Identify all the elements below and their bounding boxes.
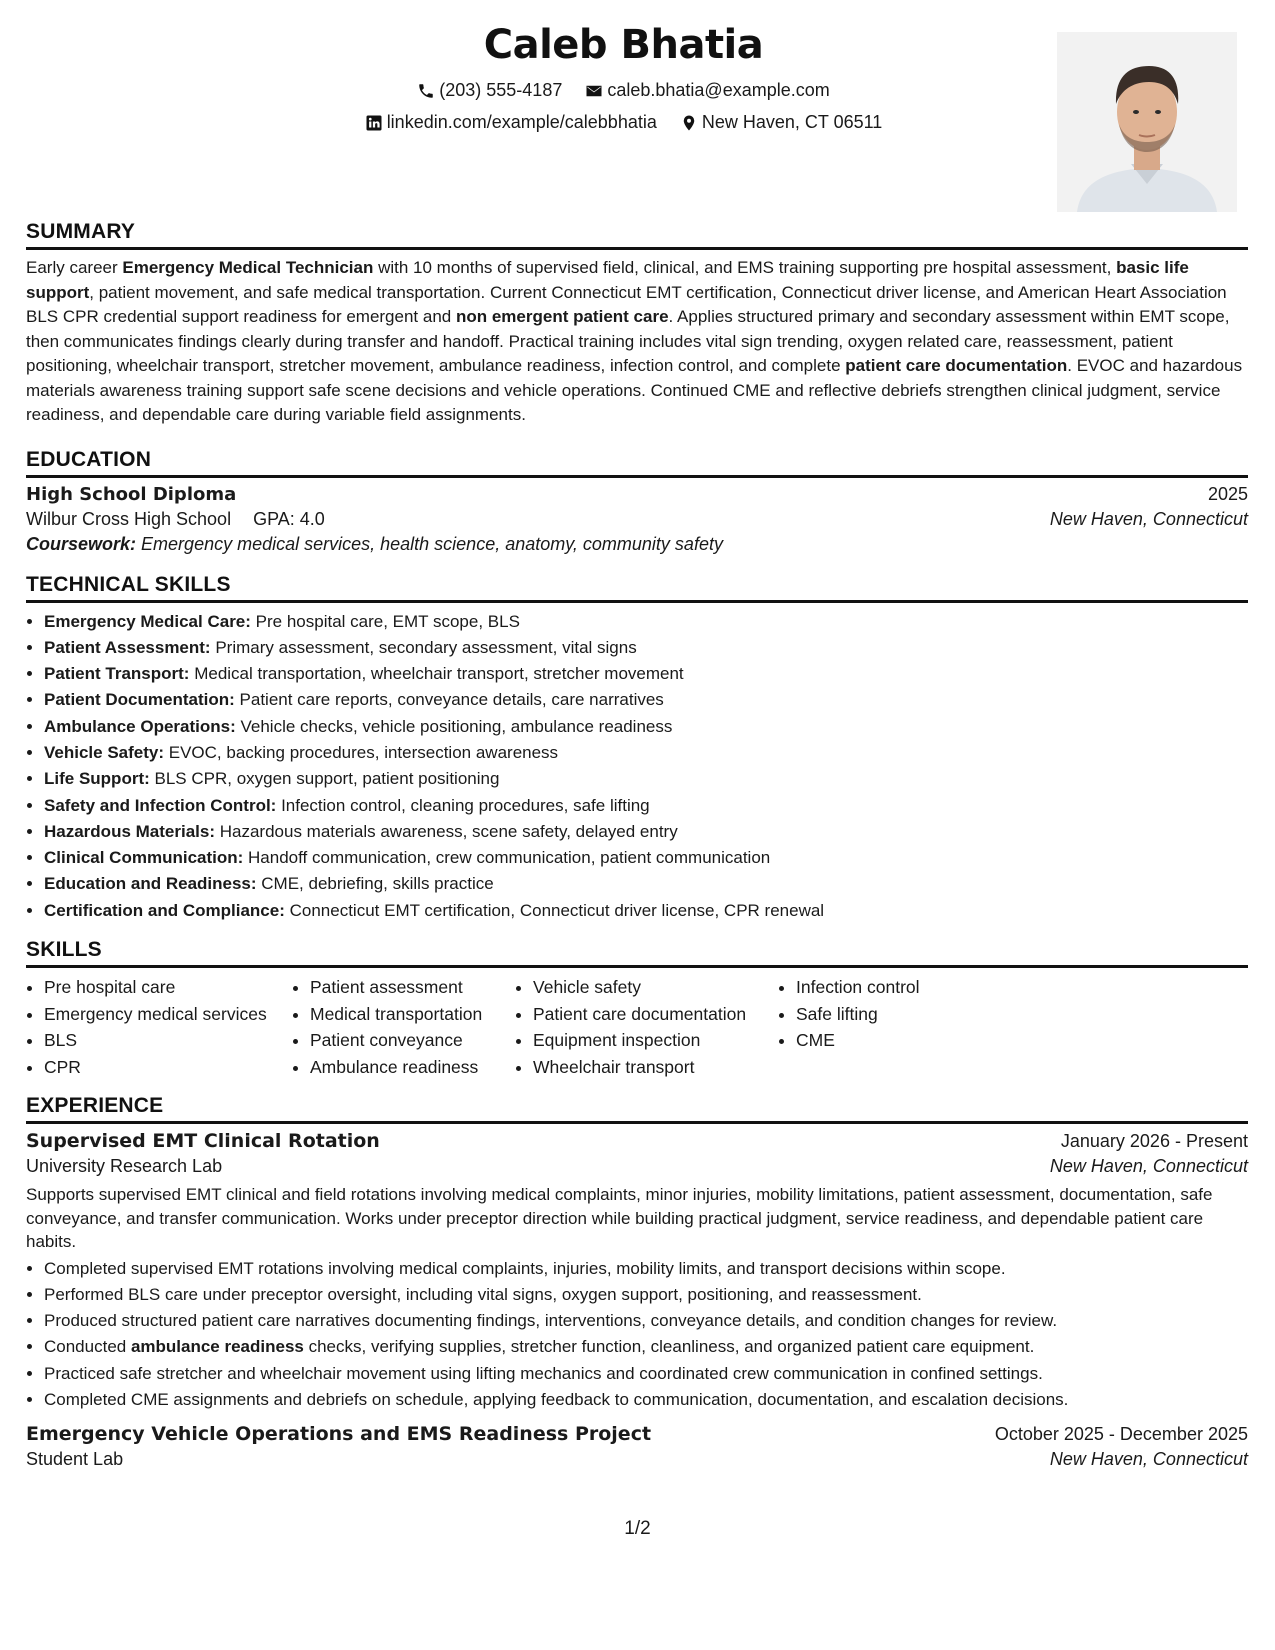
school-name: Wilbur Cross High School [26,508,232,529]
bullet-text: Conducted [44,1337,131,1357]
contact-row-2 [26,112,1221,137]
skill-item: • Infection control [796,974,1018,1001]
job-bullet [44,1361,1248,1387]
summary-heading: SUMMARY [26,220,1248,250]
envelope-icon [585,82,603,100]
job-entry [26,1130,1248,1413]
email-contact[interactable] [585,80,829,101]
page-number: 1/2 [624,1518,651,1539]
education-heading: EDUCATION [26,448,1248,478]
linkedin-icon [365,114,383,132]
skills-heading: SKILLS [26,938,1248,968]
technical-skill-item [44,740,1248,766]
skill-category: Safety and Infection Control: [44,795,277,815]
skill-item: • Pre hospital care [44,974,292,1001]
technical-skill-item [44,819,1248,845]
education-row-1 [26,484,1248,505]
job-bullet [44,1256,1248,1282]
skill-category: Patient Assessment: [44,637,211,657]
graduation-year: 2025 [1207,483,1248,504]
skill-category: Emergency Medical Care: [44,611,251,631]
skill-item: • Patient conveyance [310,1027,515,1054]
school-location: New Haven, Connecticut [1049,508,1248,529]
skill-category: Ambulance Operations: [44,716,236,736]
technical-skill-item [44,609,1248,635]
job-org-row [26,1156,1248,1177]
skill-item: • Wheelchair transport [533,1054,778,1081]
job-title: Supervised EMT Clinical Rotation [26,1130,380,1153]
linkedin-contact[interactable] [365,112,657,133]
skill-item: • Medical transportation [310,1001,515,1028]
job-bullet [44,1282,1248,1308]
skill-category: Certification and Compliance: [44,900,285,920]
skill-category: Patient Documentation: [44,690,235,710]
summary-emphasis: patient care documentation [845,356,1068,375]
phone-contact [417,80,562,101]
skills-column [778,974,1018,1080]
school-line [26,509,325,530]
education-row-2 [26,509,1248,530]
coursework-label: Coursework: [26,533,137,554]
skill-category: Clinical Communication: [44,848,244,868]
skills-column [515,974,778,1080]
skill-category: Life Support: [44,769,150,789]
education-section [26,448,1248,555]
bullet-text: Performed BLS care under preceptor oversight, including vital signs, oxygen support, positioning, and reassessment. [44,1284,922,1304]
skill-details: Handoff communication, crew communication, patient communication [248,848,771,868]
skill-details: Medical transportation, wheelchair transport, stretcher movement [194,664,684,684]
location-text: New Haven, CT 06511 [701,112,883,132]
job-header-row [26,1130,1248,1152]
skill-item: • Equipment inspection [533,1027,778,1054]
experience-heading: EXPERIENCE [26,1094,1248,1124]
summary-fragment: with 10 months of supervised field, clinical, and EMS training supporting pre hospital assessment, [373,258,1117,277]
skill-category: Patient Transport: [44,664,190,684]
job-entry [26,1423,1248,1470]
skill-item: • Patient care documentation [533,1001,778,1028]
technical-skill-item [44,766,1248,792]
skill-details: BLS CPR, oxygen support, patient positioning [154,769,500,789]
technical-skill-item [44,635,1248,661]
job-location: New Haven, Connecticut [1049,1156,1248,1177]
skill-item: • CME [796,1027,1018,1054]
skills-column [292,974,515,1080]
skill-category: Education and Readiness: [44,874,257,894]
skill-details: Primary assessment, secondary assessment, vital signs [215,637,637,657]
resume-page [26,0,1248,1650]
summary-emphasis: non emergent patient care [455,307,669,326]
skill-details: Connecticut EMT certification, Connecticut driver license, CPR renewal [289,900,825,920]
bullet-text: Practiced safe stretcher and wheelchair movement using lifting mechanics and coordinated crew communication in confined settings. [44,1363,1043,1383]
job-header-row [26,1423,1248,1445]
skill-item: • Vehicle safety [533,974,778,1001]
skill-item: • Patient assessment [310,974,515,1001]
skill-details: Hazardous materials awareness, scene safety, delayed entry [219,821,678,841]
summary-fragment: , patient movement, and safe medical transportation. Current Connecticut EMT certification, Connecticut driver license, and American Heart Association BLS CPR credential support readiness for emergent and [26,282,1227,326]
location-contact [680,112,882,133]
job-bullets [26,1256,1248,1414]
job-dates: October 2025 - December 2025 [994,1424,1248,1445]
candidate-name: Caleb Bhatia [483,22,764,68]
technical-skill-item [44,898,1248,924]
summary-fragment: Early career [26,258,123,277]
job-dates: January 2026 - Present [1060,1131,1248,1152]
experience-section [26,1094,1248,1470]
summary-fragment: . EVOC and hazardous materials awareness training support safe scene decisions and vehicle operations. Continued CME and reflective debriefs strengthen clinical judgment, service readiness, and dependable care during variable field assignments. [26,356,1243,424]
phone-icon [417,82,435,100]
skills-section [26,938,1248,1080]
skills-grid [26,974,1248,1080]
job-organization: University Research Lab [26,1156,223,1177]
summary-emphasis: Emergency Medical Technician [122,258,374,277]
bullet-text: Completed CME assignments and debriefs on schedule, applying feedback to communication, documentation, and escalation decisions. [44,1390,1069,1410]
technical-skill-item [44,845,1248,871]
technical-skill-item [44,714,1248,740]
technical-skill-item [44,661,1248,687]
resume-header [26,0,1248,220]
map-pin-icon [680,114,698,132]
skill-details: CME, debriefing, skills practice [261,874,494,894]
bullet-text: Produced structured patient care narratives documenting findings, interventions, conveyance details, and condition changes for review. [44,1311,1058,1331]
skill-category: Vehicle Safety: [44,742,165,762]
skill-item: • CPR [44,1054,292,1081]
summary-fragment: . Applies structured primary and secondary assessment within EMT scope, then communicates findings clearly during transfer and handoff. Practical training includes vital sign trending, oxygen related care, reassessment, patient positioning, wheelchair transport, stretcher movement, ambulance readiness, infection control, and complete [26,307,1230,375]
skill-item: • Safe lifting [796,1001,1018,1028]
technical-skills-heading: TECHNICAL SKILLS [26,573,1248,603]
job-title: Emergency Vehicle Operations and EMS Readiness Project [26,1423,652,1446]
email-text: caleb.bhatia@example.com [607,80,830,100]
degree: High School Diploma [26,483,237,505]
skills-column [26,974,292,1080]
technical-skill-item [44,687,1248,713]
skill-item: • Ambulance readiness [310,1054,515,1081]
summary-section [26,220,1248,428]
job-bullet [44,1334,1248,1360]
skill-details: EVOC, backing procedures, intersection awareness [168,742,559,762]
skill-item: • BLS [44,1027,292,1054]
skill-details: Vehicle checks, vehicle positioning, ambulance readiness [240,716,673,736]
bullet-text: Completed supervised EMT rotations involving medical complaints, injuries, mobility limits, and transport decisions within scope. [44,1258,1006,1278]
job-org-row [26,1449,1248,1470]
portrait-illustration [1057,32,1237,212]
gpa: GPA: 4.0 [253,508,325,529]
technical-skills-section [26,573,1248,925]
technical-skill-item [44,871,1248,897]
skill-category: Hazardous Materials: [44,821,215,841]
linkedin-text: linkedin.com/example/calebbhatia [386,112,657,132]
summary-emphasis: basic life support [26,258,1189,302]
contact-row-1 [26,80,1221,105]
job-bullet [44,1308,1248,1334]
skill-item: • Emergency medical services [44,1001,292,1028]
job-bullet [44,1387,1248,1413]
coursework-text: Emergency medical services, health science, anatomy, community safety [141,533,723,554]
job-organization: Student Lab [26,1449,124,1470]
job-location: New Haven, Connecticut [1049,1449,1248,1470]
skill-details: Infection control, cleaning procedures, safe lifting [281,795,650,815]
technical-skill-item [44,793,1248,819]
summary-text [26,256,1248,428]
job-description: Supports supervised EMT clinical and field rotations involving medical complaints, minor injuries, mobility limitations, patient assessment, documentation, safe conveyance, and transfer communication. Works under preceptor direction while building practical judgment, service readiness, and dependable patient care habits. [26,1185,1213,1252]
skill-details: Patient care reports, conveyance details, care narratives [239,690,664,710]
technical-skills-list [26,609,1248,925]
profile-photo [1057,32,1237,212]
bullet-text: checks, verifying supplies, stretcher function, cleanliness, and organized patient care equipment. [303,1337,1035,1357]
bullet-emphasis: ambulance readiness [130,1337,304,1357]
coursework-line [26,534,1248,555]
phone-text: (203) 555-4187 [439,80,563,100]
skill-details: Pre hospital care, EMT scope, BLS [255,611,520,631]
